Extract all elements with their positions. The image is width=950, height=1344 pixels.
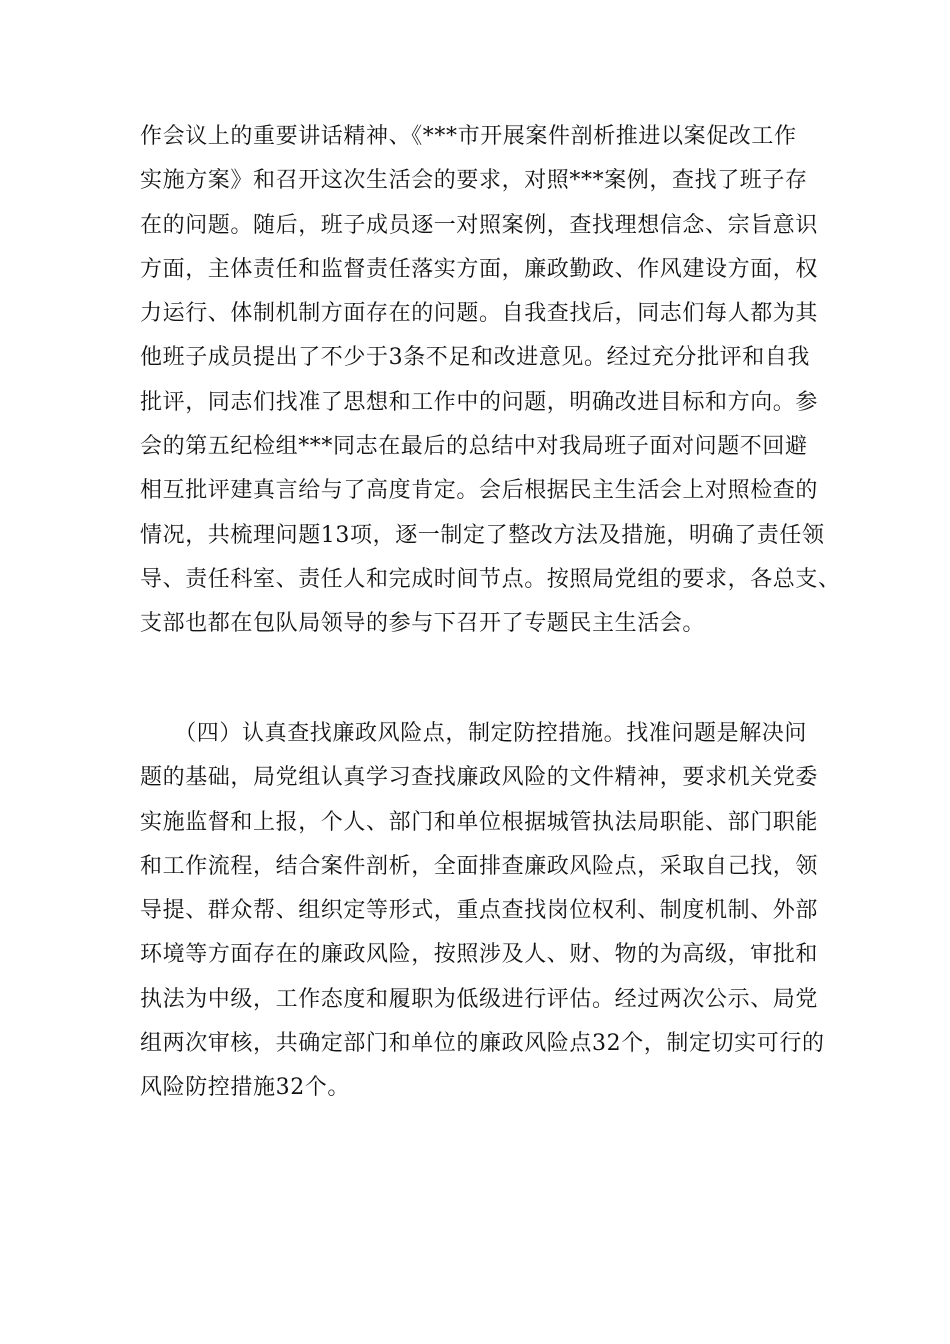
text-line: 情况，共梳理问题13项，逐一制定了整改方法及措施，明确了责任领: [140, 522, 825, 548]
text-line: 组两次审核，共确定部门和单位的廉政风险点32个，制定切实可行的: [140, 1031, 825, 1057]
text-line: 导、责任科室、责任人和完成时间节点。按照局党组的要求，各总支、: [140, 566, 841, 592]
text-line: 支部也都在包队局领导的参与下召开了专题民主生活会。: [140, 611, 706, 637]
text-line: 执法为中级，工作态度和履职为低级进行评估。经过两次公示、局党: [140, 986, 819, 1012]
paragraph-risk-points: [140, 712, 830, 1111]
text-line: 导提、群众帮、组织定等形式，重点查找岗位权利、制度机制、外部: [140, 898, 819, 924]
text-line: 相互批评建真言给与了高度肯定。会后根据民主生活会上对照检查的: [140, 478, 819, 504]
text-line: 和工作流程，结合案件剖析，全面排查廉政风险点，采取自己找，领: [140, 853, 819, 879]
text-line: 实施方案》和召开这次生活会的要求，对照***案例，查找了班子存: [140, 168, 808, 194]
text-line: 环境等方面存在的廉政风险，按照涉及人、财、物的为高级，审批和: [140, 942, 819, 968]
text-line: 在的问题。随后，班子成员逐一对照案例，查找理想信念、宗旨意识: [140, 212, 819, 238]
text-line: 会的第五纪检组***同志在最后的总结中对我局班子面对问题不回避: [140, 434, 808, 460]
text-line: 批评，同志们找准了思想和工作中的问题，明确改进目标和方向。参: [140, 389, 819, 415]
text-line: 力运行、体制机制方面存在的问题。自我查找后，同志们每人都为其: [140, 301, 819, 327]
text-line: 作会议上的重要讲话精神、《***市开展案件剖析推进以案促改工作: [140, 124, 797, 149]
paragraph-life-meeting: [140, 115, 841, 647]
text-line: 风险防控措施32个。: [140, 1075, 350, 1101]
text-line: 他班子成员提出了不少于3条不足和改进意见。经过充分批评和自我: [140, 345, 810, 371]
text-line: （四）认真查找廉政风险点，制定防控措施。找准问题是解决问: [140, 721, 808, 746]
text-line: 方面，主体责任和监督责任落实方面，廉政勤政、作风建设方面，权: [140, 256, 819, 282]
text-line: 实施监督和上报，个人、部门和单位根据城管执法局职能、部门职能: [140, 809, 819, 835]
text-line: 题的基础，局党组认真学习查找廉政风险的文件精神，要求机关党委: [140, 765, 819, 791]
